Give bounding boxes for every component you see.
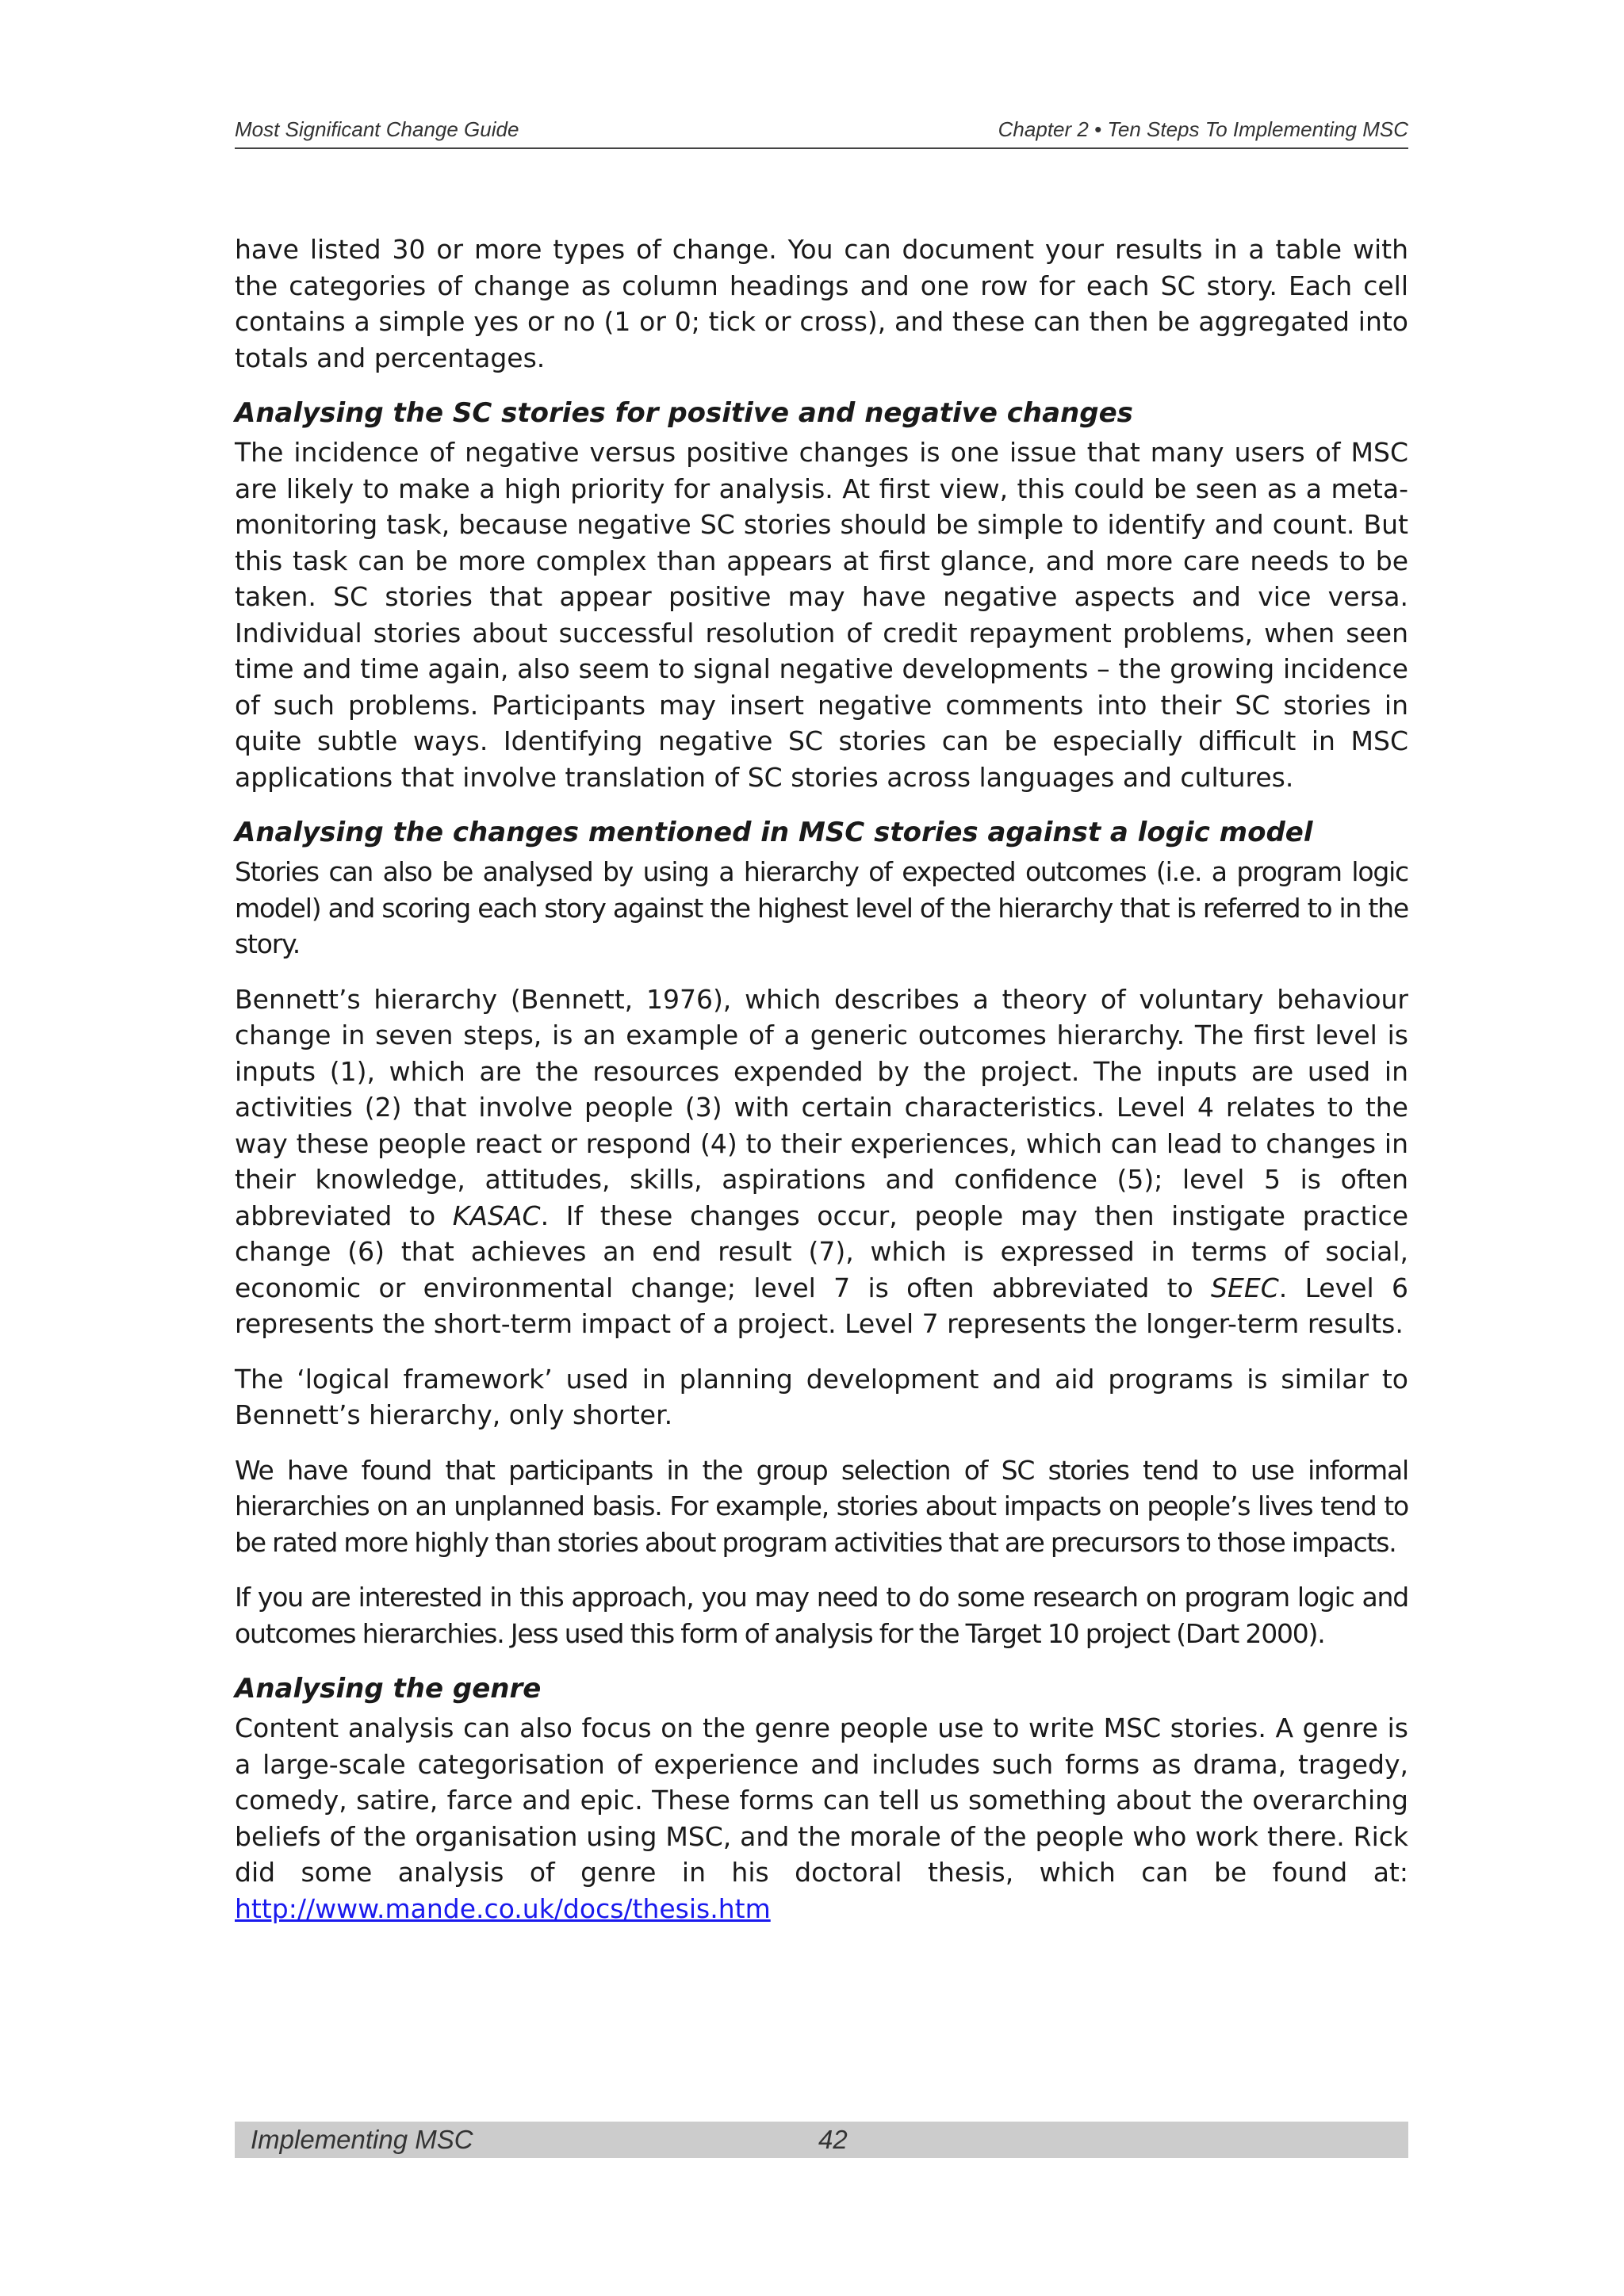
page-number: 42 — [818, 2125, 848, 2154]
bennett-text-1: Bennett’s hierarchy (Bennett, 1976), which describes a theory of voluntary behaviour change in seven steps, is an example of a generic outcomes hierarchy. The first level is inputs (1), which are the resources expended by the project. The inputs are used in activities (2) that involve people (3) with certain characteristics. Level 4 relates to the way these people react or respond (4) to their experiences, which can lead to changes in their knowledge, attitudes, skills, aspirations and confidence (5); level 5 is often abbreviated to — [235, 983, 1408, 1231]
footer-title: Implementing MSC — [251, 2125, 473, 2154]
header-guide-title: Most Significant Change Guide — [235, 117, 519, 141]
paragraph-logic-model: Stories can also be analysed by using a hierarchy of expected outcomes (i.e. a program logic model) and scoring each story against the highest level of the hierarchy that is referred to in the story. — [235, 856, 1408, 959]
header-chapter-title: Chapter 2 • Ten Steps To Implementing MSC — [998, 117, 1408, 141]
seec-term: SEEC — [1211, 1272, 1279, 1303]
heading-positive-negative: Analysing the SC stories for positive and negative changes — [235, 397, 1133, 429]
paragraph-logframe: The ‘logical framework’ used in planning development and aid programs is similar to Bennett’s hierarchy, only shorter. — [235, 1363, 1408, 1430]
paragraph-intro: have listed 30 or more types of change. You can document your results in a table with the categories of change as column headings and one row for each SC story. Each cell contains a simple yes or no (1 or 0; tick or cross), and these can then be aggregated into totals and percentages. — [235, 234, 1408, 373]
paragraph-bennett — [235, 982, 1408, 1342]
running-header — [235, 116, 1408, 149]
page-body — [235, 232, 1408, 1946]
heading-genre: Analysing the genre — [235, 1673, 542, 1705]
paragraph-genre — [235, 1710, 1408, 1927]
genre-text: Content analysis can also focus on the genre people use to write MSC stories. A genre is a large-scale categorisation of experience and includes such forms as drama, tragedy, comedy, satire, farce and epic. These forms can tell us something about the overarching beliefs of the organisation using MSC, and the morale of the people who work there. Rick did some analysis of genre in his doctoral thesis, which can be found at: — [235, 1712, 1408, 1888]
kasac-term: KASAC — [452, 1200, 541, 1231]
thesis-link[interactable]: http://www.mande.co.uk/docs/thesis.htm — [235, 1892, 771, 1924]
paragraph-informal-hierarchies: We have found that participants in the group selection of SC stories tend to use informal hierarchies on an unplanned basis. For example, stories about impacts on people’s lives tend to be rated more highly than stories about program activities that are precursors to those impacts. — [235, 1454, 1408, 1558]
bennett-text-3: . Level 6 represents the short-term impact of a project. Level 7 represents the longer-term results. — [235, 1272, 1408, 1339]
heading-logic-model: Analysing the changes mentioned in MSC stories against a logic model — [235, 817, 1313, 848]
paragraph-positive-negative: The incidence of negative versus positive changes is one issue that many users of MSC are likely to make a high priority for analysis. At first view, this could be seen as a meta-monitoring task, because negative SC stories should be simple to identify and count. But this task can be more complex than appears at first glance, and more care needs to be taken. SC stories that appear positive may have negative aspects and vice versa. Individual stories about successful resolution of credit repayment problems, when seen time and time again, also seem to signal negative developments – the growing incidence of such problems. Participants may insert negative comments into their SC stories in quite subtle ways. Identifying negative SC stories can be especially difficult in MSC applications that involve translation of SC stories across languages and cultures. — [235, 437, 1408, 793]
running-footer — [235, 2122, 1408, 2158]
paragraph-interested: If you are interested in this approach, you may need to do some research on program logic and outcomes hierarchies. Jess used this form of analysis for the Target 10 project (Dart 2000). — [235, 1582, 1408, 1649]
bennett-text-2: . If these changes occur, people may then instigate practice change (6) that achieves an end result (7), which is expressed in terms of social, economic or environmental change; level 7 is often abbreviated to — [235, 1200, 1409, 1303]
